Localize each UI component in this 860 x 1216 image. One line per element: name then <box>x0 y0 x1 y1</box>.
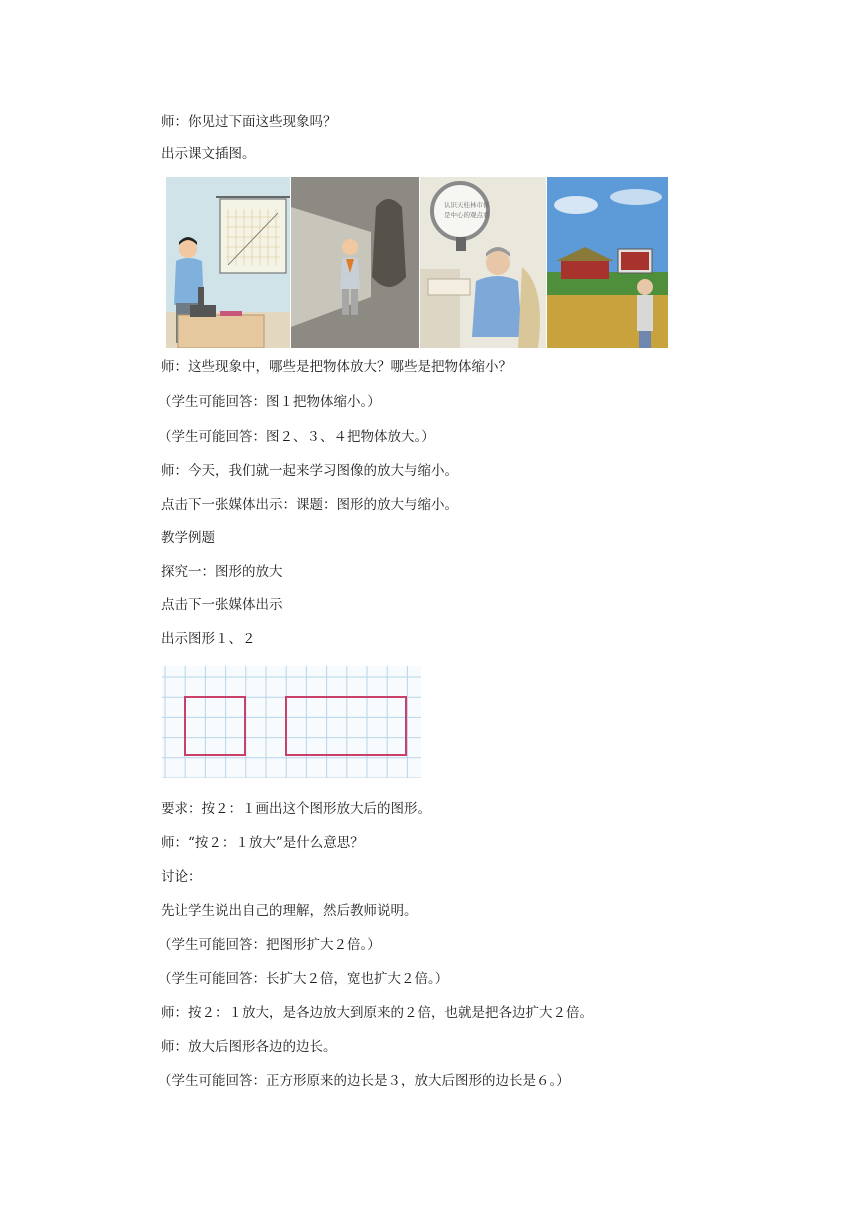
magnifier-text-2: 是中心的观点看 <box>444 211 490 219</box>
text-line-15: 先让学生说出自己的理解，然后教师说明。 <box>161 903 418 919</box>
illustration-panel-magnifier <box>420 177 546 348</box>
text-line-7: 点击下一张媒体出示：课题：图形的放大与缩小。 <box>161 497 458 513</box>
text-line-16: （学生可能回答：把图形扩大２倍。） <box>158 937 381 953</box>
text-line-2: 出示课文插图。 <box>161 146 256 162</box>
text-line-14: 讨论： <box>161 869 202 885</box>
text-line-6: 师：今天，我们就一起来学习图像的放大与缩小。 <box>161 463 458 479</box>
textbook-illustration <box>166 177 668 348</box>
text-line-13: 师：“按２：１放大”是什么意思？ <box>161 835 364 851</box>
text-line-5: （学生可能回答：图２、３、４把物体放大。） <box>158 429 435 445</box>
text-line-17: （学生可能回答：长扩大２倍，宽也扩大２倍。） <box>158 971 449 987</box>
text-line-20: （学生可能回答：正方形原来的边长是３，放大后图形的边长是６。） <box>158 1073 570 1089</box>
text-line-19: 师：放大后图形各边的边长。 <box>161 1039 337 1055</box>
grid-figure <box>162 666 421 778</box>
text-line-8: 教学例题 <box>161 530 215 546</box>
illustration-panel-photo <box>547 177 668 348</box>
magnifier-text-1: 认识天桂林市体 <box>444 201 490 209</box>
text-line-1: 师：你见过下面这些现象吗？ <box>161 114 337 130</box>
text-line-4: （学生可能回答：图１把物体缩小。） <box>158 394 381 410</box>
text-line-10: 点击下一张媒体出示 <box>161 597 283 613</box>
text-line-12: 要求：按２：１画出这个图形放大后的图形。 <box>161 801 431 817</box>
text-line-18: 师：按２：１放大，是各边放大到原来的２倍，也就是把各边扩大２倍。 <box>161 1005 593 1021</box>
text-line-9: 探究一：图形的放大 <box>161 564 283 580</box>
text-line-11: 出示图形１、２ <box>161 631 256 647</box>
illustration-panel-projector <box>166 177 290 348</box>
text-line-3: 师：这些现象中，哪些是把物体放大？哪些是把物体缩小？ <box>161 359 512 375</box>
illustration-panel-shadow <box>291 177 419 348</box>
